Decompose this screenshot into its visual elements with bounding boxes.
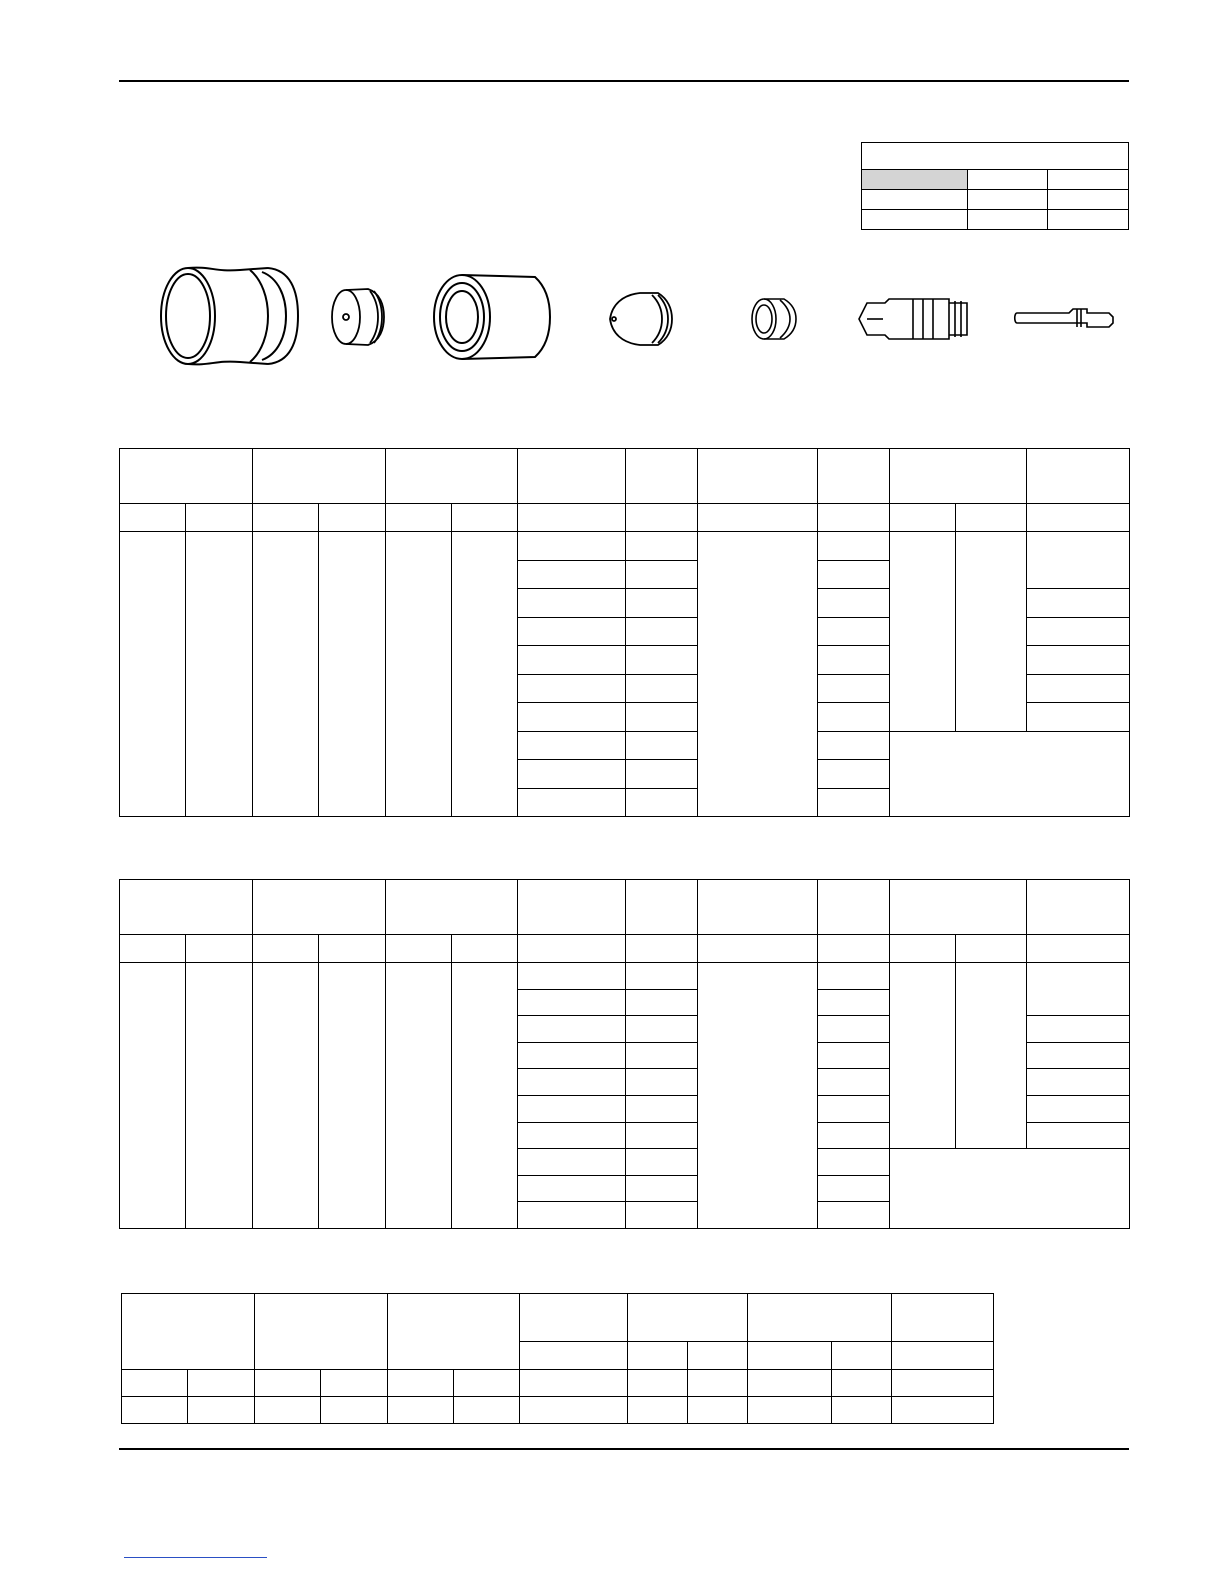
table-cell: [253, 449, 386, 504]
table-cell: [518, 703, 626, 732]
table-cell: [698, 880, 818, 935]
table-cell: [626, 963, 698, 990]
table-cell: [1027, 589, 1130, 618]
table-cell: [122, 1370, 188, 1397]
table-cell: [832, 1397, 892, 1424]
table-cell: [818, 617, 890, 646]
table-cell: [628, 1342, 688, 1370]
table-cell: [626, 449, 698, 504]
legend-cell: [968, 170, 1048, 190]
table-cell: [518, 1202, 626, 1229]
table-cell: [626, 589, 698, 618]
table-cell: [520, 1397, 628, 1424]
table-cell: [748, 1294, 892, 1342]
table-cell: [748, 1370, 832, 1397]
table-cell: [452, 504, 518, 532]
table-cell: [818, 1042, 890, 1069]
water-tube-icon: [1013, 303, 1118, 333]
table-cell: [818, 504, 890, 532]
table-cell: [518, 731, 626, 760]
table-cell: [890, 963, 956, 1149]
table-cell: [452, 935, 518, 963]
table-cell: [818, 935, 890, 963]
table-cell: [253, 963, 319, 1229]
table-cell: [518, 1016, 626, 1043]
legend-cell: [862, 190, 968, 210]
table-cell: [892, 1342, 994, 1370]
table-cell: [255, 1370, 321, 1397]
consumables-illustration-row: [140, 255, 1130, 385]
table-cell: [626, 1149, 698, 1176]
table-cell: [1027, 880, 1130, 935]
table-cell: [818, 880, 890, 935]
table-cell: [1027, 963, 1130, 1016]
table-cell: [120, 504, 186, 532]
table-cell: [1027, 1122, 1130, 1149]
table-cell: [518, 880, 626, 935]
table-cell: [626, 760, 698, 789]
table-cell: [454, 1370, 520, 1397]
table-cell: [520, 1370, 628, 1397]
table-header-row: [120, 880, 1130, 935]
table-cell: [122, 1294, 255, 1370]
table-cell: [518, 1095, 626, 1122]
table-cell: [386, 449, 518, 504]
table-cell: [628, 1397, 688, 1424]
table-subheader-row: [120, 935, 1130, 963]
legend-row: [862, 210, 1129, 230]
table-cell: [818, 1069, 890, 1096]
table-cell: [321, 1370, 388, 1397]
table-cell: [832, 1342, 892, 1370]
table-cell: [518, 1042, 626, 1069]
table-cell: [698, 963, 818, 1229]
table-cell: [698, 532, 818, 817]
table-cell: [1027, 1069, 1130, 1096]
table-header-row: [122, 1294, 994, 1342]
table-cell: [818, 1175, 890, 1202]
table-cell: [626, 1175, 698, 1202]
table-cell: [520, 1342, 628, 1370]
table-cell: [818, 1149, 890, 1176]
table-cell: [386, 963, 452, 1229]
swirl-ring-icon: [746, 293, 801, 345]
table-cell: [890, 935, 956, 963]
footer-rule: [119, 1448, 1129, 1450]
part-table-2: [119, 879, 1130, 1229]
table-cell: [388, 1370, 454, 1397]
table-cell: [120, 449, 253, 504]
table-cell: [1027, 617, 1130, 646]
table-row: [122, 1397, 994, 1424]
table-cell: [748, 1342, 832, 1370]
table-cell: [626, 1095, 698, 1122]
table-cell: [818, 703, 890, 732]
table-cell: [626, 532, 698, 561]
table-cell: [818, 1016, 890, 1043]
table-cell: [626, 731, 698, 760]
table-cell: [253, 504, 319, 532]
table-cell: [818, 989, 890, 1016]
part-table-3: [121, 1293, 994, 1424]
table-cell: [120, 880, 253, 935]
electrode-icon: [853, 295, 973, 343]
table-cell: [253, 532, 319, 817]
table-cell: [388, 1294, 520, 1370]
legend-table: [861, 142, 1129, 230]
table-cell: [518, 560, 626, 589]
table-cell: [698, 935, 818, 963]
table-cell: [626, 989, 698, 1016]
table-cell: [518, 646, 626, 675]
table-cell: [452, 963, 518, 1229]
table-cell: [386, 532, 452, 817]
table-cell: [188, 1370, 255, 1397]
table-cell: [518, 532, 626, 561]
legend-cell: [968, 190, 1048, 210]
table-cell: [186, 504, 253, 532]
table-cell: [255, 1294, 388, 1370]
shield-icon: [150, 260, 305, 380]
part-table-1: [119, 448, 1130, 817]
legend-cell: [1048, 210, 1129, 230]
table-cell: [626, 1122, 698, 1149]
table-cell: [698, 504, 818, 532]
table-cell: [388, 1397, 454, 1424]
header-rule: [119, 80, 1129, 82]
table-cell: [818, 532, 890, 561]
table-cell: [518, 963, 626, 990]
table-cell: [321, 1397, 388, 1424]
table-row: [120, 532, 1130, 561]
table-cell: [1027, 674, 1130, 703]
legend-title: [862, 143, 1129, 170]
table-cell: [626, 617, 698, 646]
table-cell: [386, 504, 452, 532]
table-cell: [890, 1149, 1130, 1229]
table-cell: [186, 935, 253, 963]
table-cell: [518, 504, 626, 532]
table-cell: [626, 703, 698, 732]
table-cell: [626, 674, 698, 703]
legend-title-row: [862, 143, 1129, 170]
table-cell: [518, 1122, 626, 1149]
table-cell: [892, 1294, 994, 1342]
legend-shaded-cell: [862, 170, 968, 190]
table-cell: [626, 788, 698, 817]
table-cell: [688, 1397, 748, 1424]
table-cell: [518, 589, 626, 618]
table-cell: [832, 1370, 892, 1397]
table-cell: [890, 880, 1027, 935]
table-cell: [1027, 1095, 1130, 1122]
table-cell: [892, 1370, 994, 1397]
table-cell: [628, 1370, 688, 1397]
nozzle-icon: [602, 287, 677, 352]
legend-cell: [1048, 190, 1129, 210]
table-cell: [518, 1149, 626, 1176]
table-cell: [386, 935, 452, 963]
table-cell: [1027, 1042, 1130, 1069]
table-cell: [253, 935, 319, 963]
table-cell: [386, 880, 518, 935]
table-subheader-row: [120, 504, 1130, 532]
table-cell: [1027, 504, 1130, 532]
table-cell: [818, 589, 890, 618]
table-cell: [890, 449, 1027, 504]
table-cell: [626, 646, 698, 675]
table-cell: [688, 1370, 748, 1397]
legend-row: [862, 170, 1129, 190]
table-cell: [518, 1175, 626, 1202]
table-cell: [818, 760, 890, 789]
table-cell: [626, 935, 698, 963]
table-cell: [818, 449, 890, 504]
table-cell: [626, 1016, 698, 1043]
table-cell: [120, 532, 186, 817]
table-cell: [626, 560, 698, 589]
table-cell: [186, 532, 253, 817]
table-cell: [518, 617, 626, 646]
table-cell: [818, 646, 890, 675]
table-cell: [956, 532, 1027, 732]
table-cell: [818, 788, 890, 817]
table-cell: [818, 1122, 890, 1149]
table-cell: [818, 1202, 890, 1229]
table-cell: [698, 449, 818, 504]
table-row: [122, 1370, 994, 1397]
table-cell: [748, 1397, 832, 1424]
table-cell: [319, 504, 386, 532]
table-cell: [319, 935, 386, 963]
table-cell: [956, 504, 1027, 532]
table-cell: [626, 504, 698, 532]
table-cell: [890, 532, 956, 732]
table-cell: [188, 1397, 255, 1424]
table-cell: [120, 935, 186, 963]
table-cell: [628, 1294, 748, 1342]
table-cell: [454, 1397, 520, 1424]
table-cell: [1027, 1016, 1130, 1043]
table-header-row: [120, 449, 1130, 504]
table-cell: [626, 1042, 698, 1069]
table-cell: [892, 1397, 994, 1424]
table-cell: [1027, 703, 1130, 732]
table-cell: [818, 963, 890, 990]
legend-row: [862, 190, 1129, 210]
table-cell: [890, 731, 1130, 817]
table-cell: [626, 1202, 698, 1229]
table-cell: [818, 674, 890, 703]
table-cell: [253, 880, 386, 935]
table-cell: [518, 1069, 626, 1096]
table-cell: [1027, 935, 1130, 963]
legend-cell: [1048, 170, 1129, 190]
table-cell: [122, 1397, 188, 1424]
table-cell: [255, 1397, 321, 1424]
table-cell: [452, 532, 518, 817]
table-cell: [890, 504, 956, 532]
table-cell: [518, 674, 626, 703]
table-cell: [818, 731, 890, 760]
table-cell: [626, 880, 698, 935]
table-cell: [818, 560, 890, 589]
table-cell: [319, 963, 386, 1229]
table-cell: [186, 963, 253, 1229]
table-cell: [956, 935, 1027, 963]
legend-cell: [968, 210, 1048, 230]
table-cell: [518, 449, 626, 504]
footer-link[interactable]: [124, 1557, 267, 1558]
table-cell: [518, 989, 626, 1016]
shield-cap-icon: [330, 283, 390, 353]
retaining-cap-icon: [430, 269, 555, 365]
table-cell: [319, 532, 386, 817]
table-cell: [1027, 532, 1130, 589]
table-cell: [120, 963, 186, 1229]
legend-cell: [862, 210, 968, 230]
table-cell: [626, 1069, 698, 1096]
table-cell: [1027, 646, 1130, 675]
table-cell: [518, 788, 626, 817]
table-cell: [518, 760, 626, 789]
table-cell: [956, 963, 1027, 1149]
table-cell: [520, 1294, 628, 1342]
table-cell: [1027, 449, 1130, 504]
table-row: [120, 963, 1130, 990]
table-cell: [518, 935, 626, 963]
table-cell: [688, 1342, 748, 1370]
table-cell: [818, 1095, 890, 1122]
